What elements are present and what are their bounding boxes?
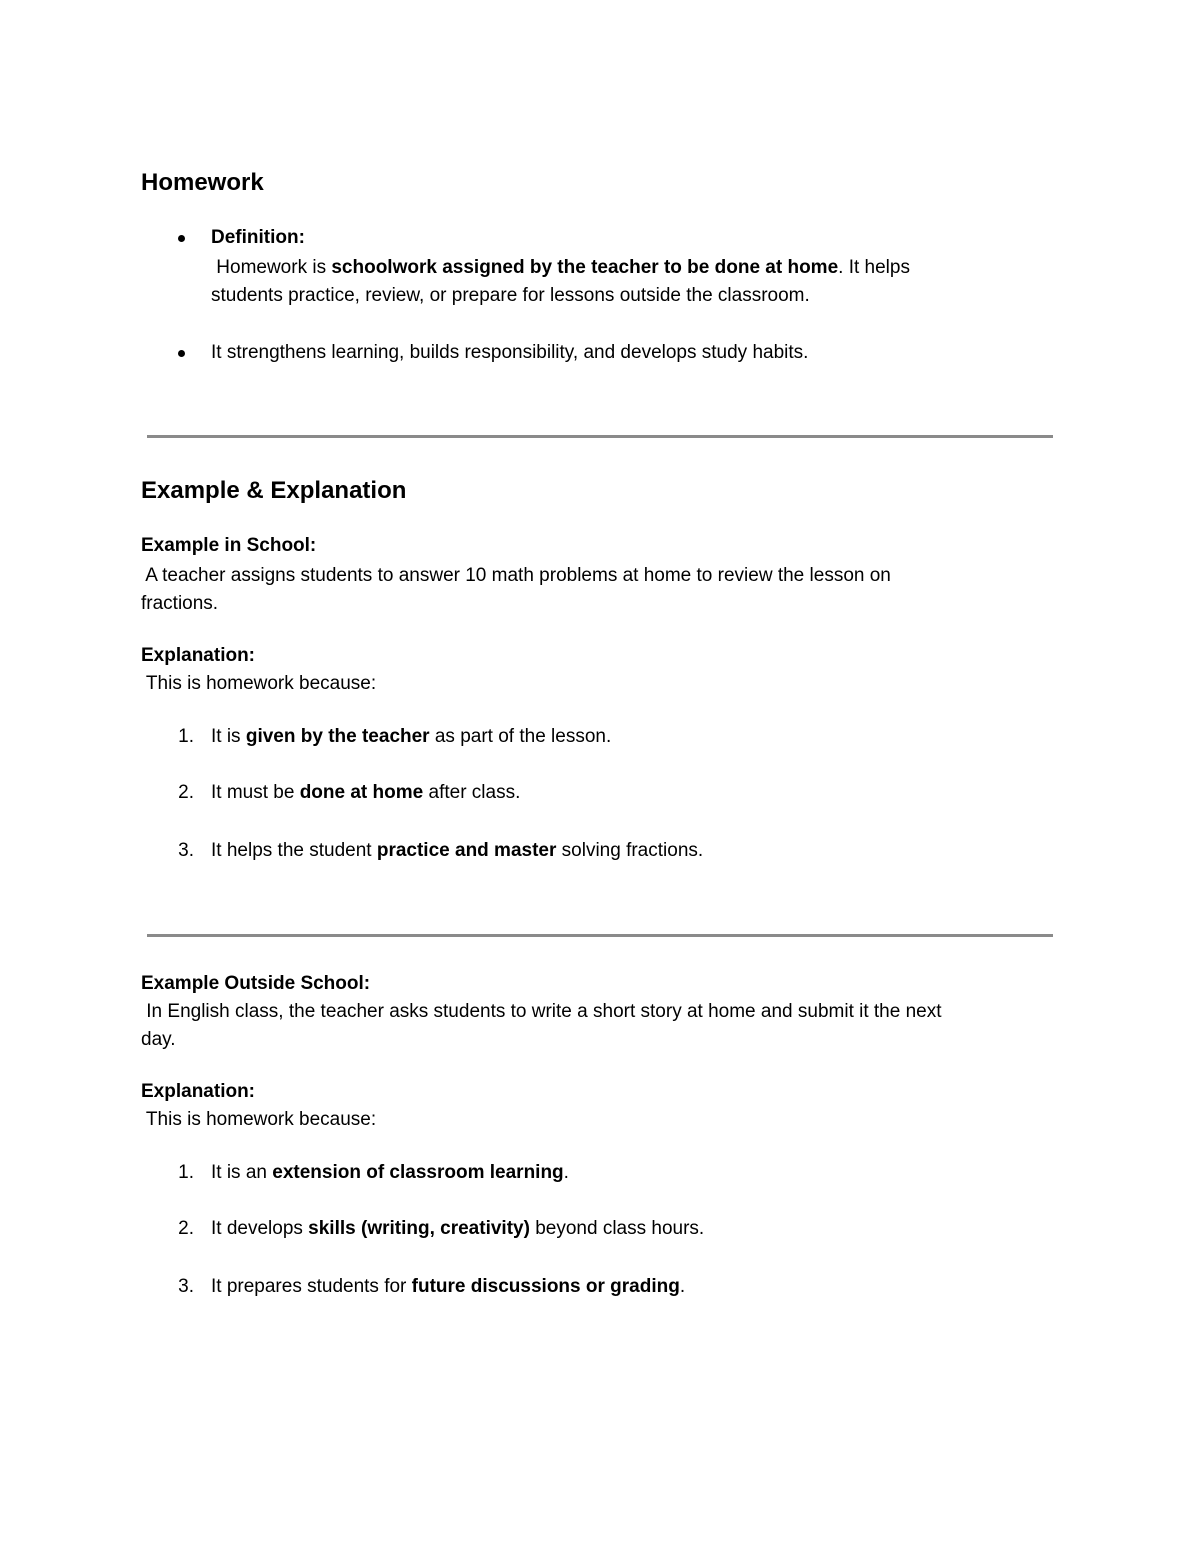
list-number: 3. — [178, 840, 194, 861]
list-item: It is given by the teacher as part of the lesson. — [211, 726, 612, 747]
list-item: It is an extension of classroom learning. — [211, 1162, 569, 1183]
example-outside-school-label: Example Outside School: — [141, 973, 371, 994]
explanation-label: Explanation: — [141, 1081, 256, 1102]
bullet-strengthens: It strengthens learning, builds responsibility, and develops study habits. — [211, 342, 809, 363]
bullet-icon — [178, 350, 185, 357]
explanation-intro: This is homework because: — [141, 1109, 377, 1130]
explanation-label: Explanation: — [141, 645, 256, 666]
example-in-school-label: Example in School: — [141, 535, 317, 556]
bullet-icon — [178, 235, 185, 242]
heading-example-explanation: Example & Explanation — [141, 477, 407, 504]
list-item: It helps the student practice and master solving fractions. — [211, 840, 704, 861]
list-number: 1. — [178, 1162, 194, 1183]
horizontal-divider — [147, 435, 1053, 438]
heading-homework: Homework — [141, 169, 264, 196]
list-number: 2. — [178, 1218, 194, 1239]
horizontal-divider — [147, 934, 1053, 937]
definition-text-line1: Homework is schoolwork assigned by the teacher to be done at home. It helps — [211, 257, 910, 278]
example-in-school-text-line1: A teacher assigns students to answer 10 math problems at home to review the lesson on — [141, 565, 891, 586]
example-outside-school-text-line2: day. — [141, 1029, 176, 1050]
example-in-school-text-line2: fractions. — [141, 593, 219, 614]
list-number: 3. — [178, 1276, 194, 1297]
list-item: It must be done at home after class. — [211, 782, 521, 803]
definition-label: Definition: — [211, 227, 305, 248]
explanation-intro: This is homework because: — [141, 673, 377, 694]
list-item: It prepares students for future discussions or grading. — [211, 1276, 686, 1297]
list-number: 1. — [178, 726, 194, 747]
list-number: 2. — [178, 782, 194, 803]
definition-text-line2: students practice, review, or prepare for lessons outside the classroom. — [211, 285, 810, 306]
example-outside-school-text-line1: In English class, the teacher asks students to write a short story at home and submit it the next — [141, 1001, 942, 1022]
list-item: It develops skills (writing, creativity) beyond class hours. — [211, 1218, 705, 1239]
